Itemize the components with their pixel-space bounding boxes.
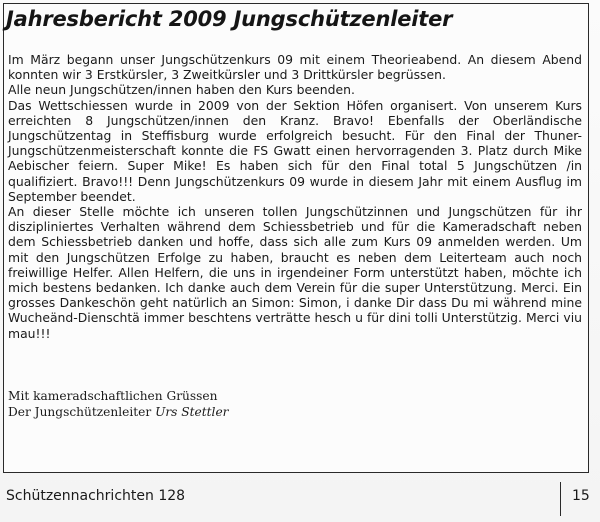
closing-block [8,388,228,420]
page-number: 15 [572,488,590,504]
article-title: Jahresbericht 2009 Jungschützenleiter [6,7,453,31]
page-footer [0,476,600,522]
signature-line [8,404,228,420]
paragraph-course-start: Im März begann unser Jungschützenkurs 09 mit einem Theorieabend. An diesem Abend konnten wir 3 Erstkürsler, 3 Zweitkürsler und 3 Drittkürsler begrüssen. [8,52,582,83]
article-body [8,52,582,341]
closing-greeting: Mit kameradschaftlichen Grüssen [8,389,218,403]
publication-name: Schützennachrichten 128 [6,488,186,504]
signature-name: Urs Stettler [155,405,229,419]
signature-role: Der Jungschützenleiter [8,405,152,419]
footer-divider [560,482,561,516]
paragraph-thanks: An dieser Stelle möchte ich unseren tollen Jungschützinnen und Jungschützen für ihr diszipliniertes Verhalten während dem Schiessbetrieb und für die Kameradschaft neben dem Schiessbetrieb danken und hoffe, dass sich alle zum Kurs 09 anmelden werden. Um mit den Jungschützen Erfolge zu haben, braucht es neben dem Leiterteam auch noch freiwillige Helfer. Allen Helfern, die uns in irgendeiner Form unterstützt haben, möchte ich mich bestens bedanken. Ich danke auch dem Verein für die super Unterstützung. Merci. Ein grosses Dankeschön geht natürlich an Simon: Simon, i danke Dir dass Du mi während mine Wucheänd-Dienschtä immer beschtens verträtte hesch u für dini tolli Unterstützig. Merci viu mau!!! [8,204,582,341]
paragraph-course-completion: Alle neun Jungschützen/innen haben den Kurs beenden. [8,82,355,98]
paragraph-competition: Das Wettschiessen wurde in 2009 von der Sektion Höfen organisert. Von unserem Kurs erreichten 8 Jungschützen/innen den Kranz. Bravo! Ebenfalls der Oberländische Jungschützentag in Steffisburg wurde erfolgreich besucht. Für den Final der Thuner-Jungschützenmeisterschaft konnte die FS Gwatt einen hervorragenden 3. Platz durch Mike Aebischer feiern. Super Mike! Es haben sich für den Final total 5 Jungschützen /in qualifiziert. Bravo!!! Denn Jungschützenkurs 09 wurde in diesem Jahr mit einem Ausflug im September beendet. [8,97,582,204]
